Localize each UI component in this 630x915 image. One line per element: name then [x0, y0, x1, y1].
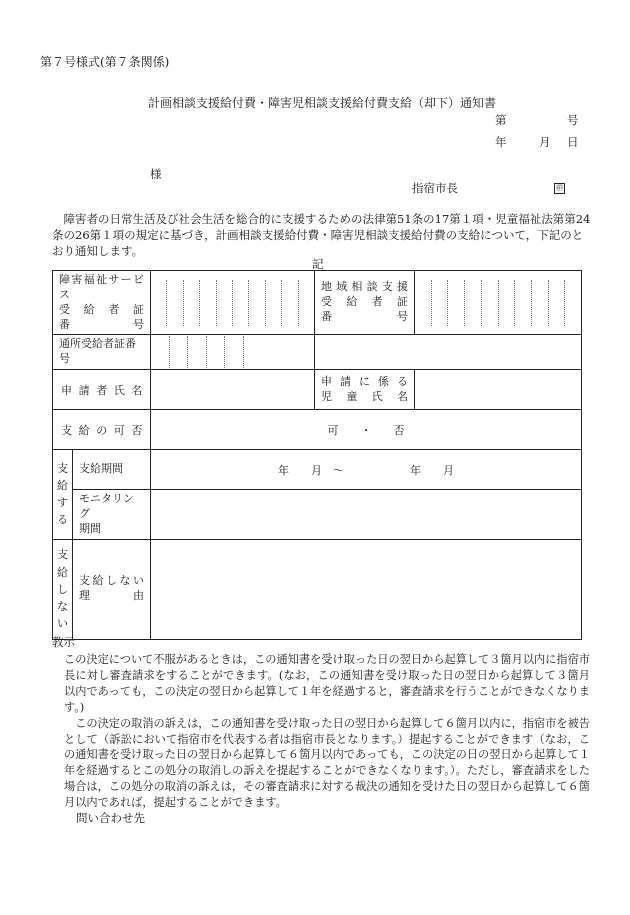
- table-row: [53, 410, 582, 450]
- year-label: 年: [495, 135, 507, 149]
- body-text: 障害者の日常生活及び社会生活を総合的に支援するための法律第51条の17第１項・児童福祉法第第24条の26第１項の規定に基づき，計画相談支援給付費・障害児相談支援給付費の支給について，下記のとおり通知します。: [52, 212, 591, 258]
- seal-mark: ㊞: [556, 184, 563, 192]
- regional-cert-number-field[interactable]: [415, 271, 582, 335]
- table-row: [53, 539, 582, 639]
- label-line: 期間: [79, 521, 101, 535]
- label-line: 番 号: [321, 310, 408, 324]
- welfare-cert-number-field[interactable]: [151, 271, 315, 335]
- label-line: 申請に係る: [321, 374, 408, 388]
- monitoring-label: [73, 490, 151, 540]
- table-row: [53, 490, 582, 540]
- table-row: [53, 271, 582, 335]
- applicant-name-label: 申請者氏名: [53, 370, 151, 410]
- ki-label: 記: [312, 257, 324, 271]
- table-row: [53, 370, 582, 410]
- issuer: 指宿市長: [412, 181, 458, 195]
- approval-value[interactable]: 可 ・ 否: [151, 410, 582, 450]
- digit-boxes: [151, 280, 314, 326]
- vertical-char: い: [57, 616, 68, 630]
- label-line: 地域相談支援: [321, 280, 408, 294]
- pay-group-label: [53, 450, 73, 540]
- day-label: 日: [567, 135, 579, 149]
- vertical-char: 支: [57, 548, 68, 562]
- vertical-char: 支: [57, 462, 68, 476]
- notice-paragraph-2: この決定の取消の訴えは，この通知書を受け取った日の翌日から起算して６箇月以内に，指宿市を被告として（訴訟において指宿市を代表する者は指宿市長となります。）提起することができます（なお，この通知書を受け取った日の翌日から起算して６箇月以内であっても，この決定の日の翌日から起算して１年を経過するとこの処分の取消しの訴えを提起することができなくなります。）。ただし，審査請求をした場合は，この処分の取消の訴えは，その審査請求に対する裁決の通知を受けた日の翌日から起算して６箇月以内であれば，提起することができます。: [64, 716, 590, 810]
- vertical-char: な: [57, 599, 68, 613]
- nopay-group-label: [53, 539, 73, 639]
- period-label: 支給期間: [73, 450, 151, 490]
- vertical-char: す: [57, 496, 68, 510]
- monitoring-field[interactable]: [151, 490, 582, 540]
- notice-body: [64, 652, 590, 811]
- number-suffix: 号: [567, 113, 579, 127]
- child-name-field[interactable]: [415, 370, 582, 410]
- vertical-char: し: [57, 582, 68, 596]
- month-label: 月: [539, 135, 551, 149]
- label-line: 受 給 者 証: [321, 295, 408, 309]
- daycare-cert-blank: [315, 335, 582, 370]
- digit-boxes: [151, 336, 261, 368]
- document-title: 計画相談支援給付費・障害児相談支援給付費支給（却下）通知書: [148, 96, 497, 110]
- digit-boxes: [415, 280, 581, 326]
- child-name-label: [315, 370, 415, 410]
- notice-title: 教示: [52, 635, 75, 649]
- label-line: 理 由: [79, 589, 144, 603]
- number-label: 第: [495, 113, 507, 127]
- reason-label: [73, 539, 151, 639]
- label-line: モニタリング: [79, 492, 134, 520]
- vertical-char: 給: [57, 565, 68, 579]
- label-line: 受 給 者 証: [59, 302, 144, 316]
- label-line: 児童氏名: [321, 389, 408, 403]
- benefit-table: [52, 270, 582, 640]
- date-row: [495, 136, 579, 150]
- daycare-cert-label: 通所受給者証番号: [53, 335, 151, 370]
- label-line: 番 号: [59, 317, 144, 331]
- table-row: [53, 450, 582, 490]
- vertical-char: 給: [57, 479, 68, 493]
- form-id: 第７号様式(第７条関係): [40, 55, 170, 69]
- notice-paragraph-1: この決定について不服があるときは，この通知書を受け取った日の翌日から起算して３箇月以内に指宿市長に対し審査請求をすることができます。(なお，この通知書を受け取った日の翌日から起算して３箇月以内であっても，この決定の翌日から起算して１年を経過すると，審査請求を行うことができなくなります。): [64, 653, 590, 714]
- label-line: 障害福祉サービス: [59, 273, 144, 301]
- period-value[interactable]: 年 月 ～ 年 月: [151, 450, 582, 490]
- label-line: 支給しない: [79, 574, 144, 588]
- welfare-cert-label: [53, 271, 151, 335]
- daycare-cert-number-field[interactable]: [151, 335, 315, 370]
- applicant-name-field[interactable]: [151, 370, 315, 410]
- vertical-char: る: [57, 513, 68, 527]
- body-paragraph: [52, 212, 592, 260]
- regional-cert-label: [315, 271, 415, 335]
- addressee-suffix: 様: [150, 167, 162, 181]
- table-row: [53, 335, 582, 370]
- approval-label: 支給の可否: [53, 410, 151, 450]
- reason-field[interactable]: [151, 539, 582, 639]
- contact-label: 問い合わせ先: [76, 811, 145, 825]
